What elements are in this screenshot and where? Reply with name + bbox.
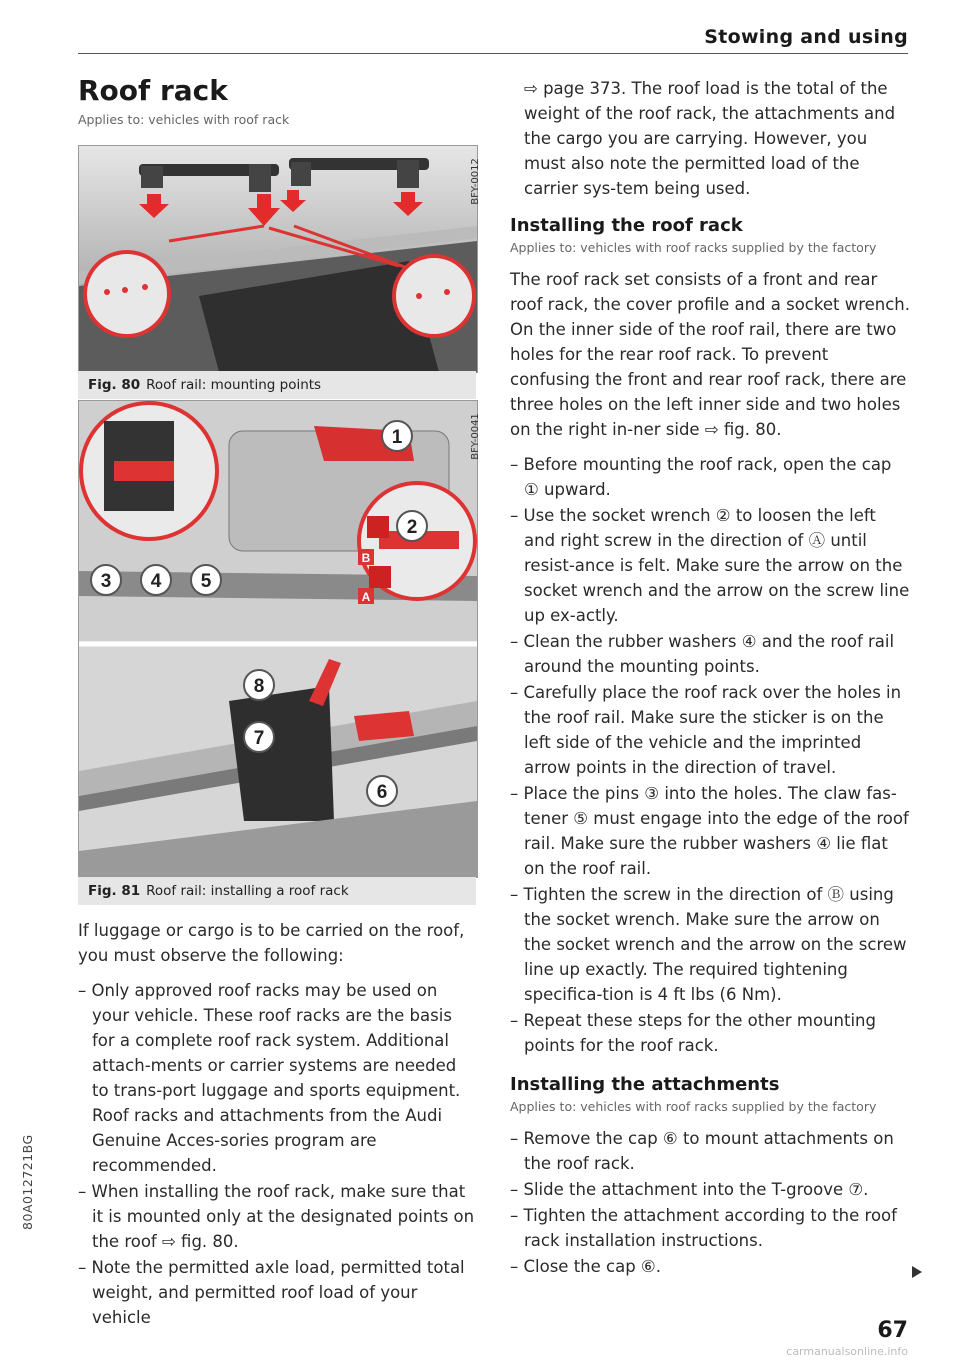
- install-step: – Tighten the screw in the direction of Ⓑ using the socket wrench. Make sure the arrow on the socket wrench and the arrow on the screw line up exactly. The required tightening specifica-tion is 4 ft lbs (6 Nm).: [510, 882, 910, 1007]
- callout-2: 2: [406, 517, 418, 538]
- figure-81-caption: [78, 877, 476, 905]
- left-bullet-list: [78, 978, 478, 1330]
- callout-1: 1: [391, 427, 403, 448]
- attach-step: – Tighten the attachment according to the roof rack installation instructions.: [510, 1203, 910, 1253]
- install-attachments-applies: Applies to: vehicles with roof racks supplied by the factory: [510, 1099, 877, 1114]
- attach-step: – Slide the attachment into the T-groove ⑦.: [510, 1177, 910, 1202]
- figure-80-caption: [78, 371, 476, 399]
- side-document-code: 80A012721BG: [20, 1134, 35, 1230]
- roof-rack-install-illustration: [79, 401, 477, 877]
- intro-paragraph: If luggage or cargo is to be carried on the roof, you must observe the following:: [78, 921, 465, 965]
- callout-3: 3: [100, 571, 112, 592]
- callout-5: 5: [200, 571, 212, 592]
- install-rack-steps: [510, 452, 910, 1058]
- right-column: [510, 76, 910, 1280]
- callout-6: 6: [376, 782, 388, 803]
- callout-7: 7: [253, 728, 265, 749]
- header-rule: [78, 53, 908, 54]
- install-rack-applies: Applies to: vehicles with roof racks supplied by the factory: [510, 240, 877, 255]
- install-step: – Use the socket wrench ② to loosen the left and right screw in the direction of Ⓐ until resist-ance is felt. Make sure the arrow on the socket wrench and the arrow on the screw line up ex-actly.: [510, 503, 910, 628]
- attach-step: – Close the cap ⑥.: [510, 1254, 910, 1279]
- install-rack-body: The roof rack set consists of a front and rear roof rack, the cover profile and a socket wrench. On the inner side of the roof rail, there are two holes for the rear roof rack. To prevent confusing the front and rear roof rack, there are three holes on the left inner side and two holes on the right in-ner side ⇨ fig. 80.: [510, 270, 911, 439]
- figure-81: [78, 400, 482, 878]
- install-step: – Carefully place the roof rack over the holes in the roof rail. Make sure the sticker is on the left side of the vehicle and the imprinted arrow points in the direction of travel.: [510, 680, 910, 780]
- page-header-title: Stowing and using: [704, 26, 908, 48]
- callout-B: B: [361, 551, 371, 565]
- page-number: 67: [877, 1318, 908, 1343]
- attach-step: – Remove the cap ⑥ to mount attachments on the roof rack.: [510, 1126, 910, 1176]
- figure-81-code: BFY-0041: [470, 413, 482, 460]
- callout-A: A: [361, 590, 371, 604]
- install-step: – Before mounting the roof rack, open the cap ① upward.: [510, 452, 910, 502]
- install-rack-heading: Installing the roof rack: [510, 215, 743, 236]
- next-page-arrow-icon: [912, 1266, 922, 1278]
- install-attachments-heading: Installing the attachments: [510, 1074, 780, 1095]
- left-text-block: [78, 918, 478, 1331]
- left-bullet: – Only approved roof racks may be used on your vehicle. These roof racks are the basis for a complete roof rack system. Additional attach-ments or carrier systems are needed to trans-port luggage and sports equipment. Roof racks and attachments from the Audi Genuine Acces-sories program are recommended.: [78, 978, 478, 1178]
- figure-81-caption-text: Roof rail: installing a roof rack: [146, 883, 349, 899]
- callout-8: 8: [253, 676, 265, 697]
- left-bullet: – When installing the roof rack, make sure that it is mounted only at the designated points on the roof ⇨ fig. 80.: [78, 1179, 478, 1254]
- figure-80: [78, 145, 482, 373]
- figure-80-code: BFY-0012: [470, 158, 482, 205]
- left-bullet: – Note the permitted axle load, permitted total weight, and permitted roof load of your vehicle: [78, 1255, 478, 1330]
- figure-81-number: Fig. 81: [88, 883, 141, 899]
- right-continuation: ⇨ page 373. The roof load is the total of the weight of the roof rack, the attachments and the cargo you are carrying. However, you must also note the permitted load of the carrier sys-tem being used.: [524, 79, 896, 198]
- section-title: Roof rack: [78, 74, 228, 107]
- install-step: – Repeat these steps for the other mounting points for the roof rack.: [510, 1008, 910, 1058]
- install-step: – Place the pins ③ into the holes. The claw fas-tener ⑤ must engage into the edge of the roof rail. Make sure the rubber washers ④ lie flat on the roof rail.: [510, 781, 910, 881]
- watermark: carmanualsonline.info: [786, 1345, 908, 1358]
- install-attachments-steps: [510, 1126, 910, 1279]
- callout-4: 4: [150, 571, 162, 592]
- install-step: – Clean the rubber washers ④ and the roof rail around the mounting points.: [510, 629, 910, 679]
- roof-rail-mounting-illustration: [79, 146, 477, 372]
- figure-80-caption-text: Roof rail: mounting points: [146, 377, 322, 393]
- figure-80-number: Fig. 80: [88, 377, 141, 393]
- section-applies: Applies to: vehicles with roof rack: [78, 112, 290, 127]
